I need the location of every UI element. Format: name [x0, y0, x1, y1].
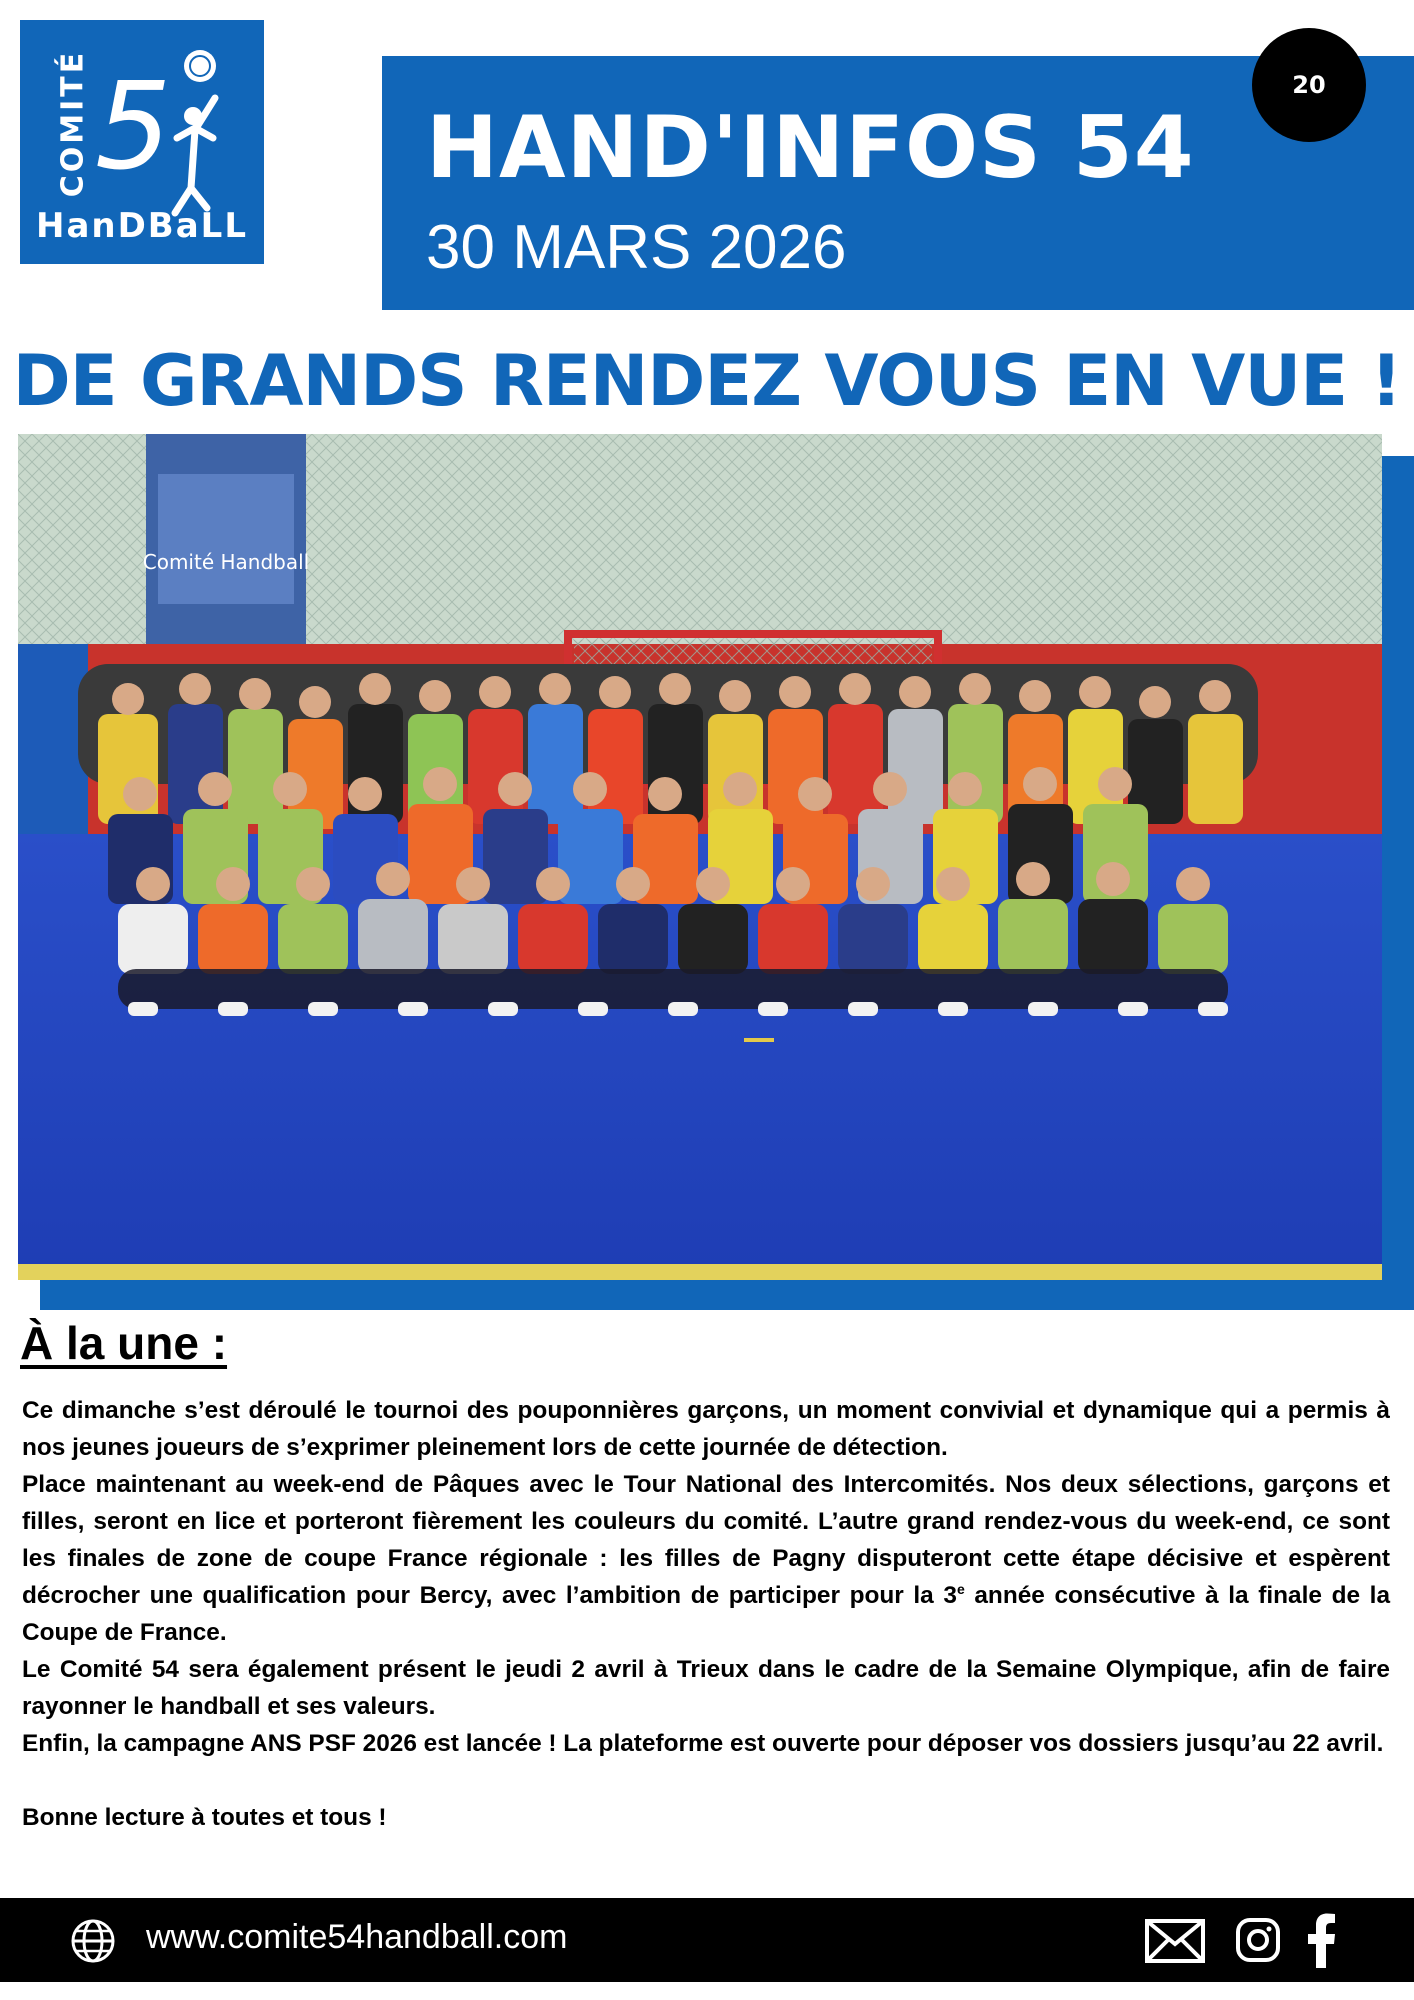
handball-player-icon [95, 38, 245, 218]
photo-banner-text: Comité Handball [142, 550, 310, 574]
paragraph-1: Ce dimanche s’est déroulé le tournoi des pouponnières garçons, un moment convivial et dynamique qui a permis à nos jeunes joueurs de s’exprimer pleinement lors de cette journée de détection. [22, 1397, 1390, 1461]
team-photo [18, 434, 1382, 1280]
issue-date: 30 MARS 2026 [426, 213, 847, 282]
logo-handball-text: HanDBaLL [35, 206, 248, 246]
paragraph-2 [22, 1466, 1390, 1651]
article-body [22, 1392, 1390, 1836]
ordinal-suffix: e [956, 1580, 965, 1597]
section-title: À la une : [20, 1317, 228, 1369]
paragraph-4: Enfin, la campagne ANS PSF 2026 est lancée ! La plateforme est ouverte pour déposer vos dossiers jusqu’au 22 avril. [22, 1730, 1384, 1757]
globe-icon [70, 1918, 116, 1964]
facebook-icon[interactable] [1306, 1912, 1338, 1968]
instagram-icon[interactable] [1234, 1916, 1282, 1964]
paragraph-3: Le Comité 54 sera également présent le jeudi 2 avril à Trieux dans le cadre de la Semaine Olympique, afin de faire rayonner le handball et ses valeurs. [22, 1656, 1390, 1720]
mail-icon[interactable] [1144, 1918, 1206, 1964]
svg-text:5: 5 [95, 58, 172, 197]
paragraph-2-text-end: année consécutive à la finale de la Coupe de France. [22, 1582, 1391, 1646]
paragraph-2-text: Place maintenant au week-end de Pâques avec le Tour National des Intercomités. Nos deux sélections, garçons et filles, seront en lice et porteront fièrement les couleurs du comité. L’autre grand rendez-vous du week-end, ce sont les finales de zone de coupe France régionale : les filles de Pagny disputeront cette étape décisive et espèrent décrocher une qualification pour Bercy, avec l’ambition de participer pour la 3 [22, 1471, 1390, 1609]
team-photo-illustration [18, 434, 1382, 1280]
headline: DE GRANDS RENDEZ VOUS EN VUE ! [12, 340, 1402, 422]
newsletter-title: HAND'INFOS 54 [426, 98, 1195, 198]
website-link[interactable]: www.comite54handball.com [146, 1918, 568, 1956]
comite-logo [20, 20, 264, 264]
closing-line: Bonne lecture à toutes et tous ! [22, 1804, 387, 1831]
page-number-badge: 20 [1252, 28, 1366, 142]
footer-bar [0, 1898, 1414, 1982]
logo-comite-text: COMITÉ [55, 49, 91, 198]
